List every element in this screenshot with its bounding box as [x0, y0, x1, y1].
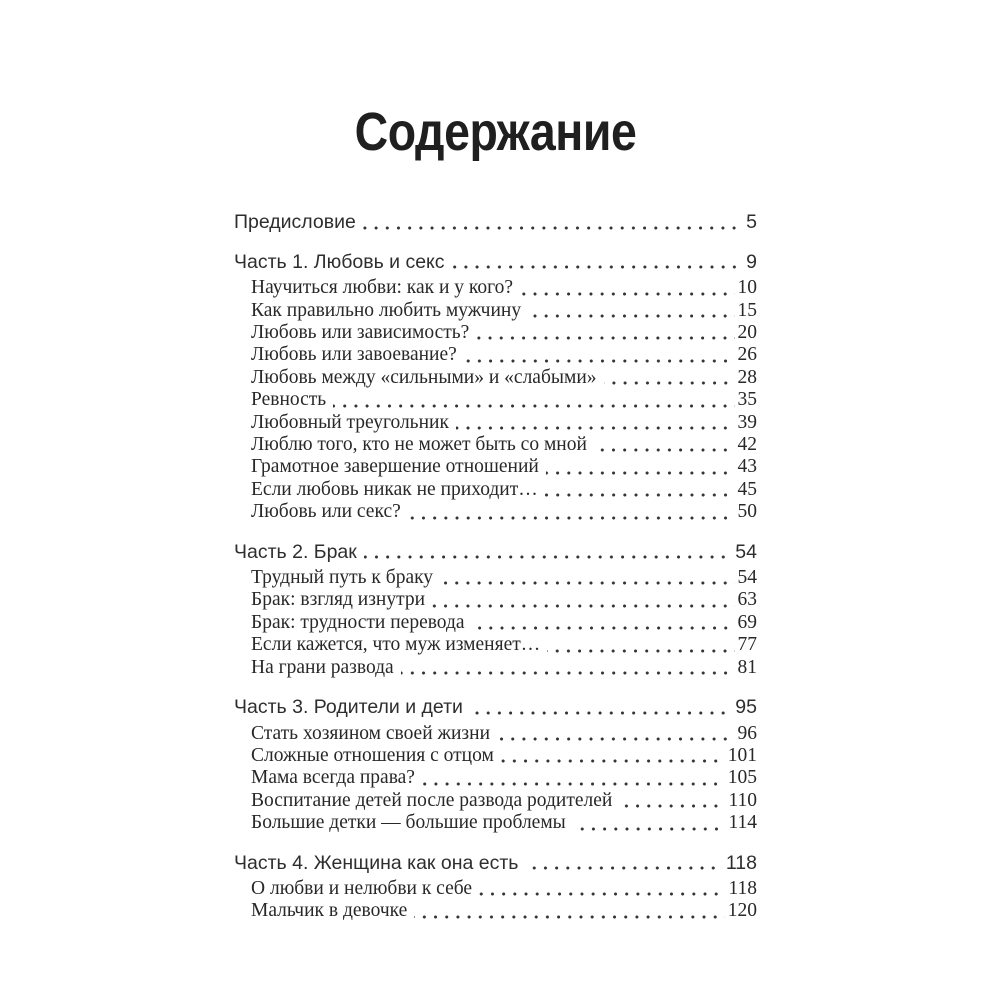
- toc-entry-page-number: 114: [728, 812, 757, 834]
- toc-section-header-row: [234, 251, 757, 273]
- toc-entry-page-number: 101: [727, 744, 757, 766]
- toc-entry-page-number: 63: [737, 589, 757, 611]
- toc-entry-page-number: 118: [725, 851, 757, 874]
- toc-entry-page-number: 42: [737, 434, 757, 456]
- toc-content-column: [234, 0, 757, 923]
- toc-entry-label: Любовь или зависимость?: [251, 322, 470, 344]
- toc-entry-page-number: 45: [737, 478, 757, 500]
- toc-entry-page-number: 81: [737, 656, 757, 678]
- toc-section: [234, 696, 757, 834]
- dot-leader: [357, 541, 735, 563]
- toc-entry-label: Часть 3. Родители и дети: [234, 696, 463, 719]
- toc-entry-page-number: 9: [746, 250, 757, 273]
- toc-entry-row: [234, 322, 757, 344]
- toc-entry-row: [234, 501, 757, 523]
- toc-entry-row: [234, 634, 757, 656]
- toc-entry-label: Ревность: [251, 389, 327, 411]
- toc-entry-label: Сложные отношения с отцом: [251, 744, 494, 766]
- toc-entry-row: [234, 745, 757, 767]
- toc-entry-label: Грамотное завершение отношений: [251, 456, 539, 478]
- dot-leader: [538, 479, 738, 501]
- toc-entry-label: Часть 4. Женщина как она есть: [234, 851, 519, 874]
- toc-entry-label: Стать хозяином своей жизни: [251, 722, 491, 744]
- toc-entry-page-number: 10: [737, 277, 757, 299]
- toc-entry-row: [234, 277, 757, 299]
- toc-entry-row: [234, 479, 757, 501]
- dot-leader: [433, 567, 737, 589]
- dot-leader: [445, 251, 747, 273]
- toc-entry-label: Мама всегда права?: [251, 767, 415, 789]
- toc-entry-label: Воспитание детей после развода родителей: [251, 789, 613, 811]
- toc-section: [234, 211, 757, 233]
- toc-entry-label: Мальчик в девочке: [251, 900, 408, 922]
- toc-section-header-row: [234, 852, 757, 874]
- toc-entry-row: [234, 657, 757, 679]
- toc-entry-label: Любовь между «сильными» и «слабыми»: [251, 366, 597, 388]
- toc-entry-page-number: 28: [737, 366, 757, 388]
- dot-leader: [587, 434, 738, 456]
- toc-entry-row: [234, 790, 757, 812]
- dot-leader: [326, 389, 737, 411]
- toc-entry-page-number: 26: [737, 344, 757, 366]
- toc-entry-row: [234, 567, 757, 589]
- toc-entry-page-number: 20: [737, 322, 757, 344]
- toc: [234, 211, 757, 922]
- toc-entry-page-number: 95: [735, 696, 757, 719]
- toc-entry-page-number: 35: [737, 389, 757, 411]
- dot-leader: [401, 501, 738, 523]
- toc-entry-label: Любовь или секс?: [251, 501, 401, 523]
- dot-leader: [469, 322, 737, 344]
- dot-leader: [539, 456, 738, 478]
- toc-section: [234, 251, 757, 524]
- toc-entry-row: [234, 812, 757, 834]
- dot-leader: [465, 612, 738, 634]
- dot-leader: [494, 745, 728, 767]
- dot-leader: [518, 852, 725, 874]
- toc-entry-label: Люблю того, кто не может быть со мной: [251, 434, 587, 456]
- dot-leader: [490, 723, 737, 745]
- page-title: Содержание: [354, 102, 637, 162]
- toc-entry-label: О любви и нелюбви к себе: [251, 877, 473, 899]
- dot-leader: [457, 344, 738, 366]
- toc-entry-row: [234, 389, 757, 411]
- toc-entry-page-number: 43: [737, 456, 757, 478]
- toc-section: [234, 852, 757, 923]
- toc-entry-label: Любовь или завоевание?: [251, 344, 457, 366]
- toc-entry-row: [234, 367, 757, 389]
- dot-leader: [407, 900, 727, 922]
- toc-entry-row: [234, 878, 757, 900]
- toc-section-header-row: [234, 696, 757, 718]
- toc-entry-label: Предисловие: [234, 211, 356, 234]
- toc-entry-row: [234, 767, 757, 789]
- toc-entry-label: Научиться любви: как и у кого?: [251, 277, 514, 299]
- toc-entry-page-number: 110: [728, 789, 757, 811]
- toc-entry-label: Трудный путь к браку: [251, 567, 434, 589]
- toc-entry-row: [234, 300, 757, 322]
- toc-section-header-row: [234, 541, 757, 563]
- toc-entry-page-number: 50: [737, 501, 757, 523]
- dot-leader: [566, 812, 729, 834]
- toc-entry-label: Брак: взгляд изнутри: [251, 589, 426, 611]
- toc-entry-page-number: 54: [735, 540, 757, 563]
- toc-entry-page-number: 15: [737, 299, 757, 321]
- dot-leader: [472, 878, 728, 900]
- toc-entry-label: Если кажется, что муж изменяет…: [251, 634, 541, 656]
- dot-leader: [449, 412, 738, 434]
- toc-entry-row: [234, 412, 757, 434]
- toc-entry-page-number: 118: [728, 877, 757, 899]
- toc-entry-page-number: 54: [737, 567, 757, 589]
- dot-leader: [597, 367, 738, 389]
- toc-entry-label: Большие детки — большие проблемы: [251, 812, 566, 834]
- dot-leader: [513, 277, 737, 299]
- toc-entry-label: Как правильно любить мужчину: [251, 299, 522, 321]
- dot-leader: [521, 300, 737, 322]
- toc-entry-label: Часть 2. Брак: [234, 540, 357, 563]
- toc-entry-page-number: 105: [727, 767, 757, 789]
- toc-entry-page-number: 5: [746, 211, 757, 234]
- toc-entry-page-number: 120: [727, 900, 757, 922]
- toc-entry-label: Часть 1. Любовь и секс: [234, 250, 445, 273]
- toc-entry-row: [234, 723, 757, 745]
- toc-entry-row: [234, 434, 757, 456]
- toc-entry-label: На грани развода: [251, 656, 394, 678]
- dot-leader: [425, 589, 737, 611]
- toc-section-header-row: [234, 211, 757, 233]
- toc-entry-label: Если любовь никак не приходит…: [251, 478, 538, 500]
- toc-entry-page-number: 96: [737, 722, 757, 744]
- toc-section: [234, 541, 757, 679]
- toc-entry-row: [234, 612, 757, 634]
- toc-entry-row: [234, 456, 757, 478]
- toc-entry-row: [234, 589, 757, 611]
- toc-entry-page-number: 39: [737, 411, 757, 433]
- toc-entry-page-number: 77: [737, 634, 757, 656]
- dot-leader: [394, 657, 738, 679]
- toc-entry-label: Брак: трудности перевода: [251, 611, 465, 633]
- dot-leader: [463, 696, 735, 718]
- dot-leader: [612, 790, 728, 812]
- toc-entry-page-number: 69: [737, 611, 757, 633]
- dot-leader: [356, 211, 746, 233]
- toc-entry-row: [234, 900, 757, 922]
- dot-leader: [415, 767, 728, 789]
- dot-leader: [540, 634, 737, 656]
- toc-entry-row: [234, 344, 757, 366]
- toc-entry-label: Любовный треугольник: [251, 411, 449, 433]
